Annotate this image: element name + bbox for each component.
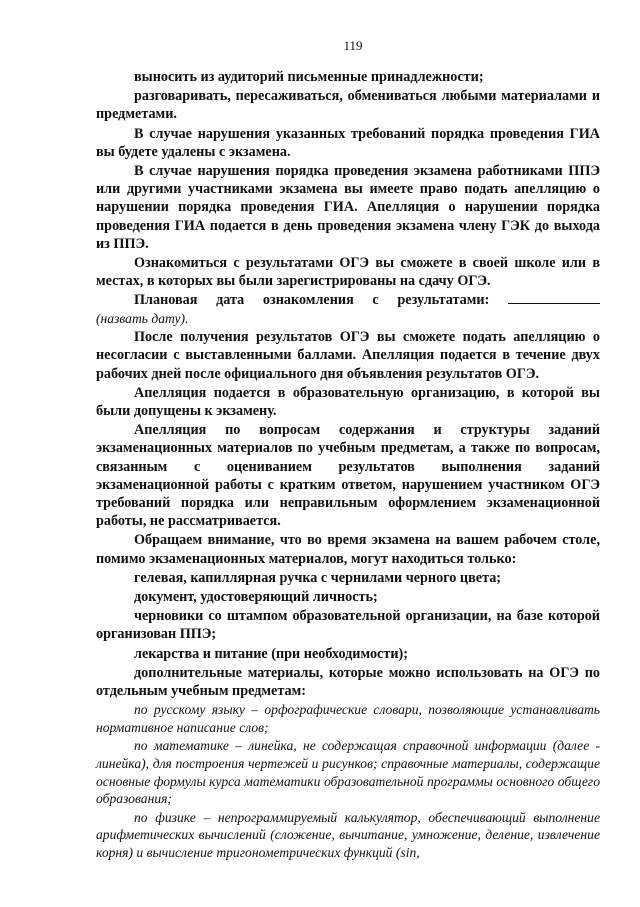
paragraph-appeal-procedure-violation: В случае нарушения порядка проведения экзамена работниками ППЭ или другими участниками экзамена вы имеете право подать апелляцию о нарушении порядка проведения ГИА. Апелляция о нарушении порядка проведения ГИА подается в день проведения экзамена члену ГЭК до выхода из ППЭ. (96, 163, 600, 252)
list-item-pen: гелевая, капиллярная ручка с чернилами черного цвета; (134, 569, 502, 586)
paragraph-appeal-where: Апелляция подается в образовательную организацию, в которой вы были допущены к экзамену. (96, 384, 600, 420)
paragraph-no-carry-out: выносить из аудиторий письменные принадлежности; (134, 69, 484, 85)
subject-math: по математике – линейка, не содержащая справочной информации (далее - линейка), для построения чертежей и рисунков; справочные материалы, содержащие основные формулы курса математики образовательной программы основного общего образования; (96, 738, 600, 807)
planned-date-label: Плановая дата ознакомления с результатами: (134, 292, 490, 309)
paragraph-appeal-not-considered: Апелляция по вопросам содержания и структуры заданий экзаменационных материалов по учебным предметам, а также по вопросам, связанным с оцениванием результатов выполнения заданий экзаменационной работы с кратким ответом, нарушением участником ОГЭ требований порядка или неправильным оформлением экзаменационной работы, не рассматривается. (96, 422, 600, 530)
subject-russian: по русскому языку – орфографические словари, позволяющие устанавливать нормативное написание слов; (96, 702, 600, 735)
paragraph-appeal-scores: После получения результатов ОГЭ вы сможете подать апелляцию о несогласии с выставленными баллами. Апелляция подается в течение двух рабочих дней после официального дня объявления результатов ОГЭ. (96, 329, 600, 382)
planned-date-hint: (назвать дату). (96, 310, 189, 326)
document-page (96, 38, 600, 862)
planned-date-blank (508, 291, 600, 304)
page-number: 119 (343, 38, 363, 53)
paragraph-results-review: Ознакомиться с результатами ОГЭ вы сможете в своей школе или в местах, в которых вы были зарегистрированы на сдачу ОГЭ. (96, 255, 600, 290)
paragraph-planned-date (96, 291, 600, 309)
paragraph-no-talking: разговаривать, пересаживаться, обмениваться любыми материалами и предметами. (96, 88, 600, 123)
list-item-id-document: документ, удостоверяющий личность; (134, 589, 378, 606)
paragraph-removal-warning: В случае нарушения указанных требований порядка проведения ГИА вы будете удалены с экзамена. (96, 125, 600, 160)
list-item-drafts: черновики со штампом образовательной организации, на базе которой организован ППЭ; (96, 608, 600, 643)
subject-physics: по физике – непрограммируемый калькулятор, обеспечивающий выполнение арифметических вычислений (сложение, вычитание, умножение, деление, извлечение корня) и вычисление тригонометрических функций (sin, (96, 809, 600, 861)
list-item-additional-materials: дополнительные материалы, которые можно использовать на ОГЭ по отдельным учебным предметам: (96, 664, 600, 700)
paragraph-allowed-items-intro: Обращаем внимание, что во время экзамена на вашем рабочем столе, помимо экзаменационных материалов, могут находиться только: (96, 532, 600, 567)
list-item-medicine-food: лекарства и питание (при необходимости); (134, 645, 408, 662)
